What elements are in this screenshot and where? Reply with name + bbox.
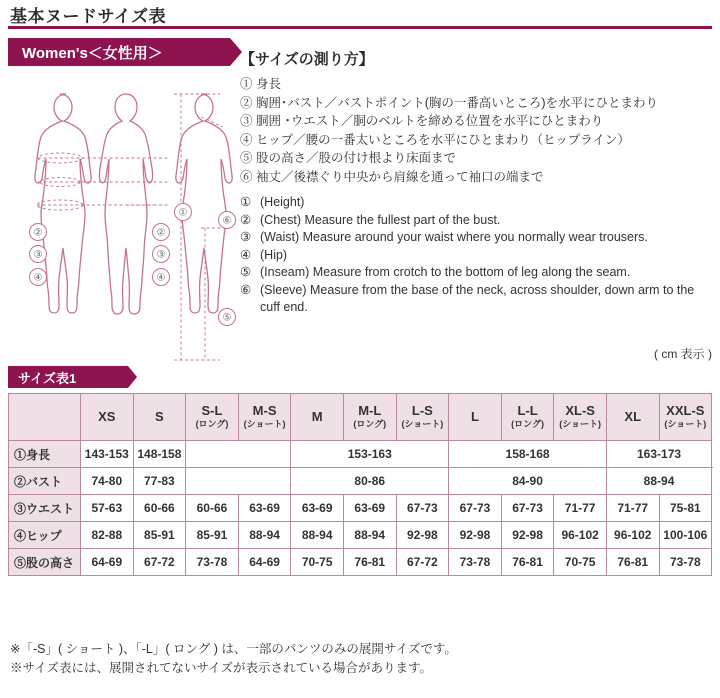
svg-text:②: ② <box>156 227 166 239</box>
unit-note: ( cm 表示 ) <box>654 347 712 361</box>
en-item-number: ② <box>240 212 252 227</box>
size-label: M <box>311 409 323 424</box>
svg-text:④: ④ <box>156 272 166 284</box>
size-column-header-xxl-s <box>659 394 712 441</box>
measurement-cell: 158-168 <box>449 441 607 468</box>
measurement-cell: 92-98 <box>449 522 502 549</box>
title-divider <box>8 26 712 29</box>
size-label: L-S <box>411 403 433 418</box>
measurement-cell: 67-73 <box>501 495 554 522</box>
size-column-header-m-l <box>343 394 396 441</box>
size-column-header-l <box>449 394 502 441</box>
table-row <box>9 549 712 576</box>
jp-item: ③ 胴囲 ･ウエスト／胴のベルトを締める位置を水平にひとまわり <box>240 114 604 128</box>
measurement-cell: 153-163 <box>291 441 449 468</box>
footnote: ※「-S」( ショート )、「-L」( ロング ) は、一部のパンツのみの展開サイズです。 <box>10 642 457 656</box>
measurement-cell: 82-88 <box>81 522 134 549</box>
footnotes <box>10 640 710 678</box>
size-table <box>8 393 712 576</box>
en-item-number: ⑥ <box>240 282 252 297</box>
measurement-cell: 96-102 <box>606 522 659 549</box>
en-item-number: ⑤ <box>240 265 252 279</box>
how-to-measure-en-list <box>240 194 712 317</box>
how-to-measure-jp-list <box>240 75 712 186</box>
en-item-number: ① <box>240 195 252 209</box>
en-item-text: (Height) <box>260 195 305 209</box>
measurement-cell: 92-98 <box>396 522 449 549</box>
empty-cell <box>186 441 291 468</box>
measurement-cell: 88-94 <box>238 522 291 549</box>
measurement-label: ③ウエスト <box>9 495 81 522</box>
measurement-cell: 57-63 <box>81 495 134 522</box>
jp-item: ② 胸囲･バスト／バストポイント(胸の一番高いところ)を水平にひとまわり <box>240 95 659 110</box>
measurement-cell: 60-66 <box>186 495 239 522</box>
size-table-head <box>9 394 712 441</box>
measurement-cell: 77-83 <box>133 468 186 495</box>
measurement-cell: 85-91 <box>133 522 186 549</box>
size-column-header-m-s <box>238 394 291 441</box>
size-sublabel: (ショート) <box>559 419 602 429</box>
size-label: XXL-S <box>666 403 705 418</box>
measurement-cell: 92-98 <box>501 522 554 549</box>
measurement-cell: 85-91 <box>186 522 239 549</box>
size-label: XL-S <box>565 403 595 418</box>
measurement-cell: 75-81 <box>659 495 712 522</box>
how-to-measure-title: 【サイズの測り方】 <box>240 51 374 68</box>
table-row <box>9 495 712 522</box>
svg-text:②: ② <box>33 227 43 239</box>
size-label: M-L <box>358 403 382 418</box>
svg-text:①: ① <box>178 207 188 219</box>
footnote: ※サイズ表には、展開されてないサイズが表示されている場合があります。 <box>10 661 433 675</box>
size-label: XL <box>624 409 642 424</box>
measurement-cell: 70-75 <box>291 549 344 576</box>
size-sublabel: (ロング) <box>511 419 544 429</box>
svg-text:③: ③ <box>156 249 166 261</box>
size-column-header-m <box>291 394 344 441</box>
measurement-cell: 73-78 <box>659 549 712 576</box>
measurement-cell: 67-72 <box>133 549 186 576</box>
measurement-cell: 148-158 <box>133 441 186 468</box>
size-sublabel: (ロング) <box>195 419 229 429</box>
measurement-cell: 71-77 <box>606 495 659 522</box>
measurement-cell: 73-78 <box>449 549 502 576</box>
body-measurement-illustration <box>8 72 236 370</box>
jp-item: ⑤ 股の高さ／股の付け根より床面まで <box>240 151 456 165</box>
en-item-text: (Chest) Measure the fullest part of the bust. <box>260 212 501 227</box>
size-table-banner-label: サイズ表1 <box>18 370 77 386</box>
size-label: S <box>155 409 164 424</box>
measurement-cell: 96-102 <box>554 522 607 549</box>
en-item <box>240 212 712 230</box>
size-label: XS <box>98 409 116 424</box>
en-item-number: ③ <box>240 230 252 244</box>
size-sublabel: (ショート) <box>243 419 286 429</box>
svg-text:③: ③ <box>33 249 43 261</box>
measurement-cell: 64-69 <box>81 549 134 576</box>
measurement-cell: 74-80 <box>81 468 134 495</box>
measurement-cell: 88-94 <box>606 468 711 495</box>
size-table-corner <box>9 394 81 441</box>
svg-text:⑤: ⑤ <box>222 312 232 324</box>
how-to-measure <box>240 48 712 317</box>
measurement-cell: 143-153 <box>81 441 134 468</box>
size-label: M-S <box>252 403 277 418</box>
jp-item: ① 身長 <box>240 77 281 91</box>
measurement-cell: 71-77 <box>554 495 607 522</box>
en-item <box>240 247 712 265</box>
en-item-text: (Sleeve) Measure from the base of the neck, across shoulder, down arm to the cuff end. <box>260 282 695 314</box>
measurement-cell: 63-69 <box>291 495 344 522</box>
size-sublabel: (ショート) <box>401 419 444 429</box>
table-row <box>9 441 712 468</box>
size-column-header-xl-s <box>554 394 607 441</box>
measurement-cell: 163-173 <box>606 441 711 468</box>
svg-text:④: ④ <box>33 272 43 284</box>
en-item <box>240 282 712 317</box>
womens-banner-label: Women's＜女性用＞ <box>22 44 163 62</box>
en-item-text: (Hip) <box>260 247 288 262</box>
measurement-label: ②バスト <box>9 468 81 495</box>
measurement-cell: 88-94 <box>343 522 396 549</box>
measurement-cell: 67-73 <box>396 495 449 522</box>
measurement-cell: 100-106 <box>659 522 712 549</box>
measurement-cell: 64-69 <box>238 549 291 576</box>
svg-text:⑥: ⑥ <box>222 215 232 227</box>
en-item <box>240 229 712 247</box>
size-label: L-L <box>517 403 538 418</box>
table-row <box>9 522 712 549</box>
size-column-header-s <box>133 394 186 441</box>
womens-banner <box>8 38 230 66</box>
en-item <box>240 194 712 212</box>
size-table-header-row <box>9 394 712 441</box>
measurement-cell: 76-81 <box>343 549 396 576</box>
measurement-cell: 63-69 <box>343 495 396 522</box>
measurement-label: ①身長 <box>9 441 81 468</box>
measurement-label: ⑤股の高さ <box>9 549 81 576</box>
empty-cell <box>186 468 291 495</box>
size-column-header-xs <box>81 394 134 441</box>
page-title: 基本ヌードサイズ表 <box>10 7 167 26</box>
measurement-cell: 67-73 <box>449 495 502 522</box>
jp-item: ⑥ 袖丈／後襟ぐり中央から肩線を通って袖口の端まで <box>240 169 544 184</box>
measurement-cell: 88-94 <box>291 522 344 549</box>
size-column-header-l-l <box>501 394 554 441</box>
measurement-cell: 76-81 <box>606 549 659 576</box>
size-label: L <box>470 409 479 424</box>
measurement-cell: 63-69 <box>238 495 291 522</box>
size-table-banner-arrow <box>128 366 137 388</box>
en-item-text: (Inseam) Measure from crotch to the bottom of leg along the seam. <box>260 265 631 279</box>
size-column-header-s-l <box>186 394 239 441</box>
table-row <box>9 468 712 495</box>
size-sublabel: (ショート) <box>664 419 707 429</box>
size-table-body <box>9 441 712 576</box>
measurement-cell: 67-72 <box>396 549 449 576</box>
measurement-cell: 70-75 <box>554 549 607 576</box>
en-item-number: ④ <box>240 247 252 262</box>
jp-item: ④ ヒップ／腰の一番太いところを水平にひとまわり（ヒップライン） <box>240 132 630 147</box>
en-item-text: (Waist) Measure around your waist where you normally wear trousers. <box>260 230 648 244</box>
en-item <box>240 264 712 282</box>
size-column-header-l-s <box>396 394 449 441</box>
size-column-header-xl <box>606 394 659 441</box>
measurement-cell: 76-81 <box>501 549 554 576</box>
size-label: S-L <box>201 403 223 418</box>
measurement-cell: 80-86 <box>291 468 449 495</box>
size-sublabel: (ロング) <box>353 419 387 429</box>
measurement-label: ④ヒップ <box>9 522 81 549</box>
measurement-cell: 84-90 <box>449 468 607 495</box>
measurement-cell: 60-66 <box>133 495 186 522</box>
size-table-banner <box>8 366 128 388</box>
measurement-cell: 73-78 <box>186 549 239 576</box>
